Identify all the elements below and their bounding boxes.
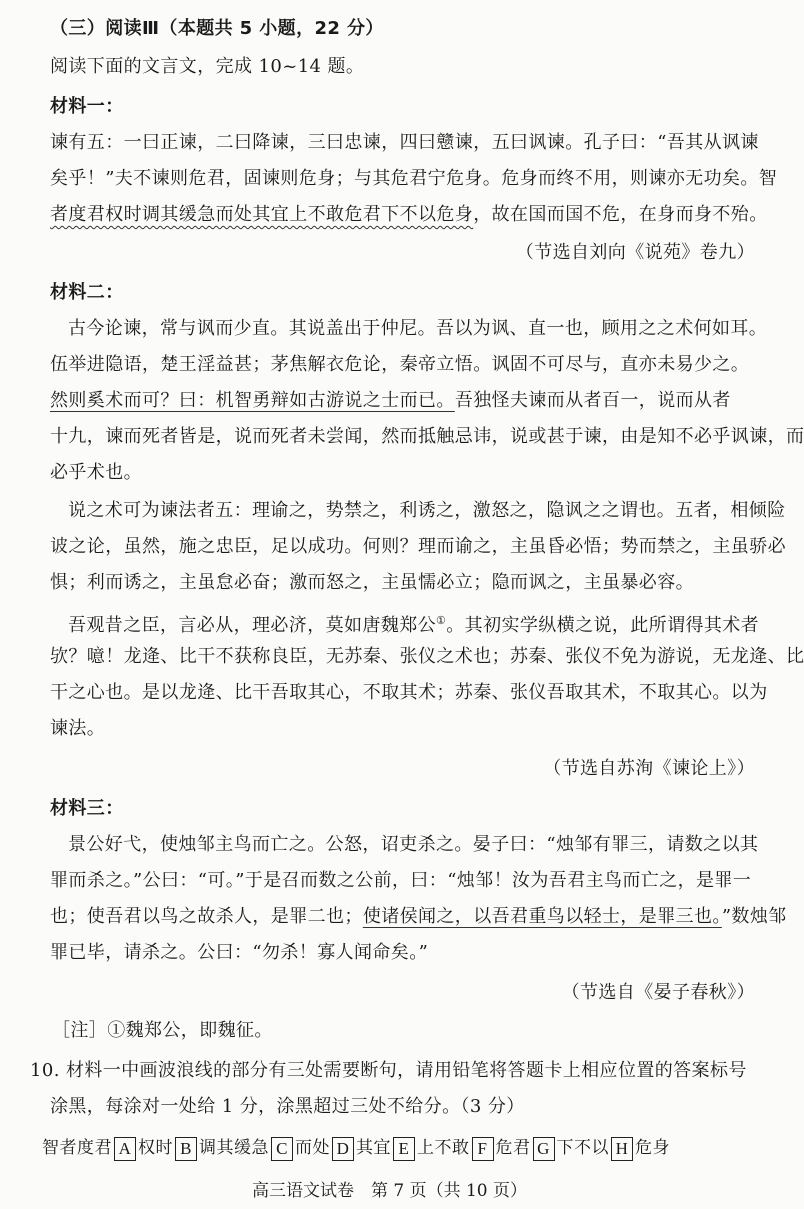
material2-p3-line1 <box>68 606 759 641</box>
material2-title: 材料二： <box>50 282 124 303</box>
answer-box-e[interactable]: E <box>393 1137 415 1161</box>
segment-text: 上不敢 <box>417 1138 470 1158</box>
wavy-underlined-text: 者度君权时调其缓急而处其宜上不敢危君下不以危身 <box>50 204 474 225</box>
material1-line2: 矣乎！”夫不谏则危君，固谏则危身；与其危君宁危身。危身而终不用，则谏亦无功矣。智 <box>50 168 778 189</box>
material1-title: 材料一： <box>50 96 124 117</box>
answer-box-d[interactable]: D <box>332 1137 354 1161</box>
segment-text: 权时 <box>138 1138 173 1158</box>
instruction: 阅读下面的文言文，完成 10~14 题。 <box>50 56 365 77</box>
material2-p1-line2: 伍举进隐语，楚王淫益甚；茅焦解衣危论，秦帝立悟。讽固不可尽与，直亦未易少之。 <box>50 354 750 375</box>
material2-p3-line1-rest: 。其初实学纵横之说，此所谓得其术者 <box>446 615 760 636</box>
segment-text: 下不以 <box>556 1138 609 1158</box>
material2-p3-line1-text: 吾观昔之臣，言必从，理必济，莫如唐魏郑公 <box>68 615 436 636</box>
segment-text: 其宜 <box>356 1138 391 1158</box>
underlined-text: 使诸侯闻之，以吾君重鸟以轻士，是罪三也。 <box>362 906 722 927</box>
material1-line3 <box>50 200 768 230</box>
material1-source: （节选自刘向《说苑》卷九） <box>515 242 755 263</box>
material2-p3-line3: 干之心也。是以龙逄、比干吾取其心，不取其术；苏秦、张仪吾取其术，不取其心。以为 <box>50 682 768 703</box>
material3-title: 材料三： <box>50 798 124 819</box>
material3-line3-rest: ”数烛邹 <box>721 906 787 927</box>
material1-line1: 谏有五：一曰正谏，二曰降谏，三曰忠谏，四曰戆谏，五曰讽谏。孔子曰：“吾其从讽谏 <box>50 132 759 153</box>
material3-source: （节选自《晏子春秋》） <box>561 982 755 1003</box>
answer-box-g[interactable]: G <box>533 1137 555 1161</box>
segment-text: 而处 <box>295 1138 330 1158</box>
segment-text: 智者度君 <box>42 1138 112 1158</box>
footnote: ［注］①魏郑公，即魏征。 <box>52 1020 273 1041</box>
material2-source: （节选自苏洵《谏论上》） <box>543 758 755 779</box>
material3-line4: 罪已毕，请杀之。公曰：“勿杀！寡人闻命矣。” <box>50 942 429 963</box>
section-header: （三）阅读Ⅲ（本题共 5 小题，22 分） <box>50 18 384 39</box>
question10-line1: 10. 材料一中画波浪线的部分有三处需要断句，请用铅笔将答题卡上相应位置的答案标号 <box>30 1060 747 1081</box>
footnote-marker: ① <box>436 614 447 627</box>
page-footer: 高三语文试卷 第 7 页（共 10 页） <box>251 1181 528 1201</box>
answer-segment-row <box>42 1133 670 1161</box>
material1-line3-rest: ，故在国而国不危，在身而身不殆。 <box>473 204 768 225</box>
material3-line3-start: 也；使吾君以鸟之故杀人，是罪二也； <box>50 906 363 927</box>
material2-p3-line4: 谏法。 <box>50 718 106 739</box>
answer-box-f[interactable]: F <box>472 1137 494 1161</box>
segment-text: 危身 <box>635 1138 670 1158</box>
question10-line2: 涂黑，每涂对一处给 1 分，涂黑超过三处不给分。（3 分） <box>50 1096 525 1117</box>
material2-p2-line2: 诐之论，虽然，施之忠臣，足以成功。何则？理而谕之，主虽昏必悟；势而禁之，主虽骄必 <box>50 536 786 557</box>
segment-text: 调其缓急 <box>199 1138 269 1158</box>
material2-p1-line3 <box>50 386 759 416</box>
material2-p1-line1: 古今论谏，常与讽而少直。其说盖出于仲尼。吾以为讽、直一也，顾用之之术何如耳。 <box>68 318 768 339</box>
answer-box-h[interactable]: H <box>611 1137 633 1161</box>
material3-line2: 罪而杀之。”公曰：“可。”于是召而数之公前，曰：“烛邹！汝为吾君主鸟而亡之，是罪一 <box>50 870 752 891</box>
answer-box-c[interactable]: C <box>271 1137 293 1161</box>
material3-line1: 景公好弋，使烛邹主鸟而亡之。公怒，诏吏杀之。晏子曰：“烛邹有罪三，请数之以其 <box>68 834 759 855</box>
material2-p3-line2: 欤？噫！龙逄、比干不获称良臣，无苏秦、张仪之术也；苏秦、张仪不免为游说，无龙逄、比 <box>50 646 804 667</box>
material2-p2-line3: 惧；利而诱之，主虽怠必奋；激而怒之，主虽懦必立；隐而讽之，主虽暴必容。 <box>50 572 694 593</box>
answer-box-a[interactable]: A <box>114 1137 136 1161</box>
material2-p1-line3-rest: 吾独怪夫谏而从者百一，说而从者 <box>454 390 731 411</box>
material2-p1-line4: 十九，谏而死者皆是，说而死者未尝闻，然而抵触忌讳，说或甚于谏，由是知不必乎讽谏，而 <box>50 426 804 447</box>
answer-box-b[interactable]: B <box>175 1137 197 1161</box>
material3-line3 <box>50 902 787 932</box>
underlined-text: 然则奚术而可？曰：机智勇辩如古游说之士而已。 <box>50 390 455 411</box>
material2-p1-line5: 必乎术也。 <box>50 462 142 483</box>
material2-p2-line1: 说之术可为谏法者五：理谕之，势禁之，利诱之，激怒之，隐讽之之谓也。五者，相倾险 <box>68 500 786 521</box>
segment-text: 危君 <box>495 1138 531 1158</box>
